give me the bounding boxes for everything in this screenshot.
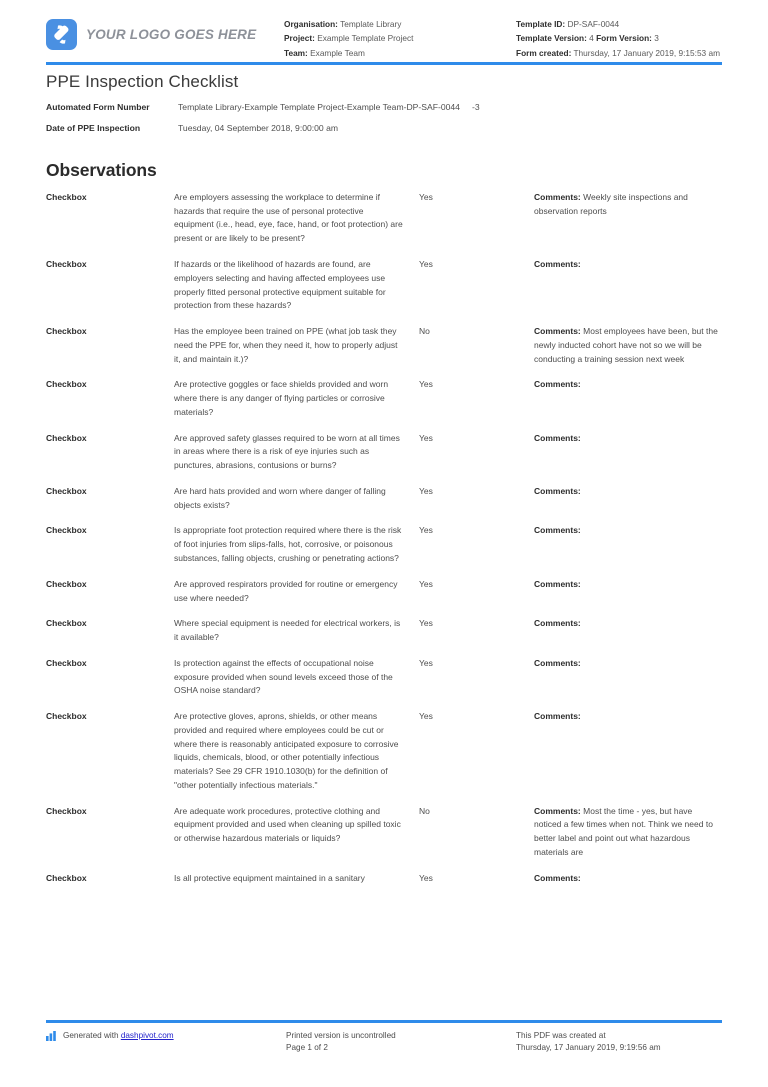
observation-type-label: Checkbox (46, 618, 87, 629)
observation-comment-label: Comments: (534, 711, 581, 722)
meta-key: Team: (284, 47, 308, 58)
observation-row (46, 258, 722, 313)
observation-comment (534, 872, 722, 886)
observation-comment-label: Comments: (534, 657, 581, 668)
observation-answer: Yes (419, 485, 433, 496)
observation-comment (534, 191, 722, 219)
observation-comment-text: Weekly site inspections and observation reports (534, 191, 688, 216)
observation-question: Is protection against the effects of occupational noise exposure provided when sound levels exceed those of the OSHA noise standard? (174, 657, 393, 696)
observation-comment-text: Most the time - yes, but have noticed a few times when not. Think we need to better label and point out what hazardous materials are (534, 805, 713, 857)
observation-comment-label: Comments: (534, 379, 581, 390)
observation-question: Are protective gloves, aprons, shields, or other means provided and required where employees could be cut or where there is reasonably anticipated exposure to corrosive liquids, chemicals, blood, or other potentially infectious materials? See 29 CFR 1910.1030(b) for the definition of "other potentially infectious materials." (174, 711, 399, 790)
header-meta-left (284, 17, 516, 60)
observation-comment-label: Comments: (534, 258, 581, 269)
observation-type-label: Checkbox (46, 379, 87, 390)
observation-answer: Yes (419, 657, 433, 668)
observation-comment-label: Comments: (534, 485, 581, 496)
observation-comment (534, 258, 722, 272)
observation-type-label: Checkbox (46, 432, 87, 443)
observation-row (46, 872, 722, 886)
observation-question: Is all protective equipment maintained in a sanitary (174, 872, 365, 883)
observation-question: Are protective goggles or face shields provided and worn where there is any danger of flying particles or corrosive materials? (174, 379, 389, 417)
observation-row (46, 805, 722, 860)
observation-row (46, 432, 722, 473)
observation-row (46, 378, 722, 419)
meta-value: DP-SAF-0044 (567, 19, 620, 29)
observation-answer: Yes (419, 258, 433, 269)
observation-type-label: Checkbox (46, 578, 87, 589)
observation-type-label: Checkbox (46, 805, 87, 816)
observation-question: Are adequate work procedures, protective clothing and equipment provided and used when cleaning up spilled toxic or otherwise hazardous materials or liquids? (174, 805, 401, 844)
field-label: Date of PPE Inspection (46, 122, 141, 133)
observation-question: Are approved respirators provided for routine or emergency use where needed? (174, 578, 398, 603)
observation-type-label: Checkbox (46, 258, 87, 269)
observation-comment (534, 432, 722, 446)
meta-value: Thursday, 17 January 2019, 9:15:53 am (573, 47, 721, 58)
observation-row (46, 710, 722, 793)
observation-question: Is appropriate foot protection required where there is the risk of foot injuries from slips-falls, hot, corrosive, or poisonous substances, falling objects, crushing or penetrating actions? (174, 525, 402, 563)
observation-answer: Yes (419, 525, 433, 536)
page-title: PPE Inspection Checklist (46, 71, 239, 91)
footer-generated-prefix: Generated with (63, 1030, 119, 1040)
field-value (178, 101, 722, 113)
observation-answer: Yes (419, 379, 433, 390)
section-heading-observations: Observations (46, 159, 157, 180)
meta-key: Template ID: (516, 19, 566, 29)
observations-list (46, 191, 722, 886)
observation-question: If hazards or the likelihood of hazards are found, are employers selecting and having affected employees use properly fitted personal protective equipment suitable for protection from these hazards? (174, 258, 386, 311)
observation-answer: Yes (419, 432, 433, 443)
meta-key: Template Version: (516, 33, 587, 44)
observation-question: Are approved safety glasses required to be worn at all times in areas where there is a risk of eye injuries such as punctures, abrasions, contusions or burns? (174, 432, 400, 471)
field-value-text: Template Library-Example Template Project-Example Team-DP-SAF-0044 (178, 101, 460, 112)
meta-row-team (284, 46, 516, 60)
meta-key-2: Form Version: (596, 33, 652, 44)
meta-row-organisation (284, 17, 516, 31)
meta-value: 4 (589, 33, 594, 44)
meta-key: Form created: (516, 47, 572, 58)
meta-key: Organisation: (284, 19, 338, 29)
header-meta-right (516, 17, 722, 60)
footer-created-line2: Thursday, 17 January 2019, 9:19:56 am (516, 1043, 661, 1053)
observation-answer: Yes (419, 191, 433, 202)
bar-chart-icon (46, 1030, 57, 1046)
observation-comment-label: Comments: (534, 872, 581, 883)
observation-type-label: Checkbox (46, 657, 87, 668)
footer-page-number: Page 1 of 2 (286, 1043, 328, 1053)
observation-type-label: Checkbox (46, 711, 87, 722)
footer-generated-with (46, 1030, 286, 1055)
observation-row (46, 485, 722, 513)
observation-answer: No (419, 326, 430, 337)
field-value: Tuesday, 04 September 2018, 9:00:00 am (178, 122, 339, 133)
field-date-of-ppe-inspection (46, 122, 722, 134)
field-automated-form-number (46, 101, 722, 113)
observation-comment (534, 378, 722, 392)
observation-answer: Yes (419, 711, 433, 722)
observation-type-label: Checkbox (46, 872, 87, 883)
meta-row-project (284, 31, 516, 45)
footer-divider (46, 1020, 722, 1023)
observation-type-label: Checkbox (46, 326, 87, 337)
observation-question: Where special equipment is needed for electrical workers, is it available? (174, 618, 401, 643)
meta-value-2: 3 (654, 33, 659, 44)
document-header (46, 0, 722, 56)
header-divider (46, 62, 722, 65)
observation-question: Are hard hats provided and worn where danger of falling objects exists? (174, 485, 386, 510)
document-footer (46, 1020, 722, 1055)
logo-text: YOUR LOGO GOES HERE (86, 27, 257, 42)
observation-type-label: Checkbox (46, 191, 87, 202)
footer-printed-notice (286, 1030, 516, 1055)
meta-row-template-id (516, 17, 722, 31)
footer-printed-line1: Printed version is uncontrolled (286, 1030, 396, 1040)
observation-comment-label: Comments: (534, 525, 581, 536)
observation-comment (534, 325, 722, 366)
logo-block (46, 17, 284, 50)
observation-question: Are employers assessing the workplace to determine if hazards that require the use of personal protective equipment (i.e., head, eye, face, hand, or foot protection) are present or are likely to be present? (174, 191, 403, 244)
footer-created-line1: This PDF was created at (516, 1030, 606, 1040)
observation-comment-label: Comments: (534, 326, 581, 337)
observation-row (46, 524, 722, 565)
observation-comment-text: Most employees have been, but the newly inducted cohort have not so we will be conducting a training session next week (534, 326, 718, 364)
observation-row (46, 325, 722, 366)
meta-value: Template Library (340, 19, 402, 29)
observation-comment (534, 710, 722, 724)
meta-value: Example Template Project (317, 33, 414, 44)
observation-comment-label: Comments: (534, 805, 581, 816)
meta-row-form-created (516, 46, 722, 60)
observation-row (46, 617, 722, 645)
meta-row-template-version (516, 31, 722, 45)
observation-type-label: Checkbox (46, 525, 87, 536)
observation-type-label: Checkbox (46, 485, 87, 496)
observation-answer: Yes (419, 618, 433, 629)
observation-row (46, 657, 722, 698)
dashpivot-logo-icon (46, 19, 77, 50)
meta-key: Project: (284, 33, 315, 44)
observation-comment (534, 578, 722, 592)
observation-comment (534, 524, 722, 538)
observation-row (46, 191, 722, 246)
observation-comment-label: Comments: (534, 618, 581, 629)
field-value-suffix: -3 (471, 101, 480, 112)
observation-comment (534, 617, 722, 631)
observation-comment (534, 485, 722, 499)
observation-comment (534, 657, 722, 671)
observation-comment-label: Comments: (534, 191, 581, 202)
meta-value: Example Team (310, 47, 365, 58)
observation-question: Has the employee been trained on PPE (what job task they need the PPE for, when they need it, how to properly adjust it, and maintain it.)? (174, 326, 398, 364)
footer-created-at (516, 1030, 722, 1055)
observation-row (46, 578, 722, 606)
dashpivot-link[interactable]: dashpivot.com (120, 1030, 174, 1040)
field-label: Automated Form Number (46, 101, 150, 112)
observation-answer: Yes (419, 578, 433, 589)
observation-answer: Yes (419, 872, 433, 883)
observation-comment-label: Comments: (534, 578, 581, 589)
observation-comment-label: Comments: (534, 432, 581, 443)
observation-comment (534, 805, 722, 860)
observation-answer: No (419, 805, 430, 816)
